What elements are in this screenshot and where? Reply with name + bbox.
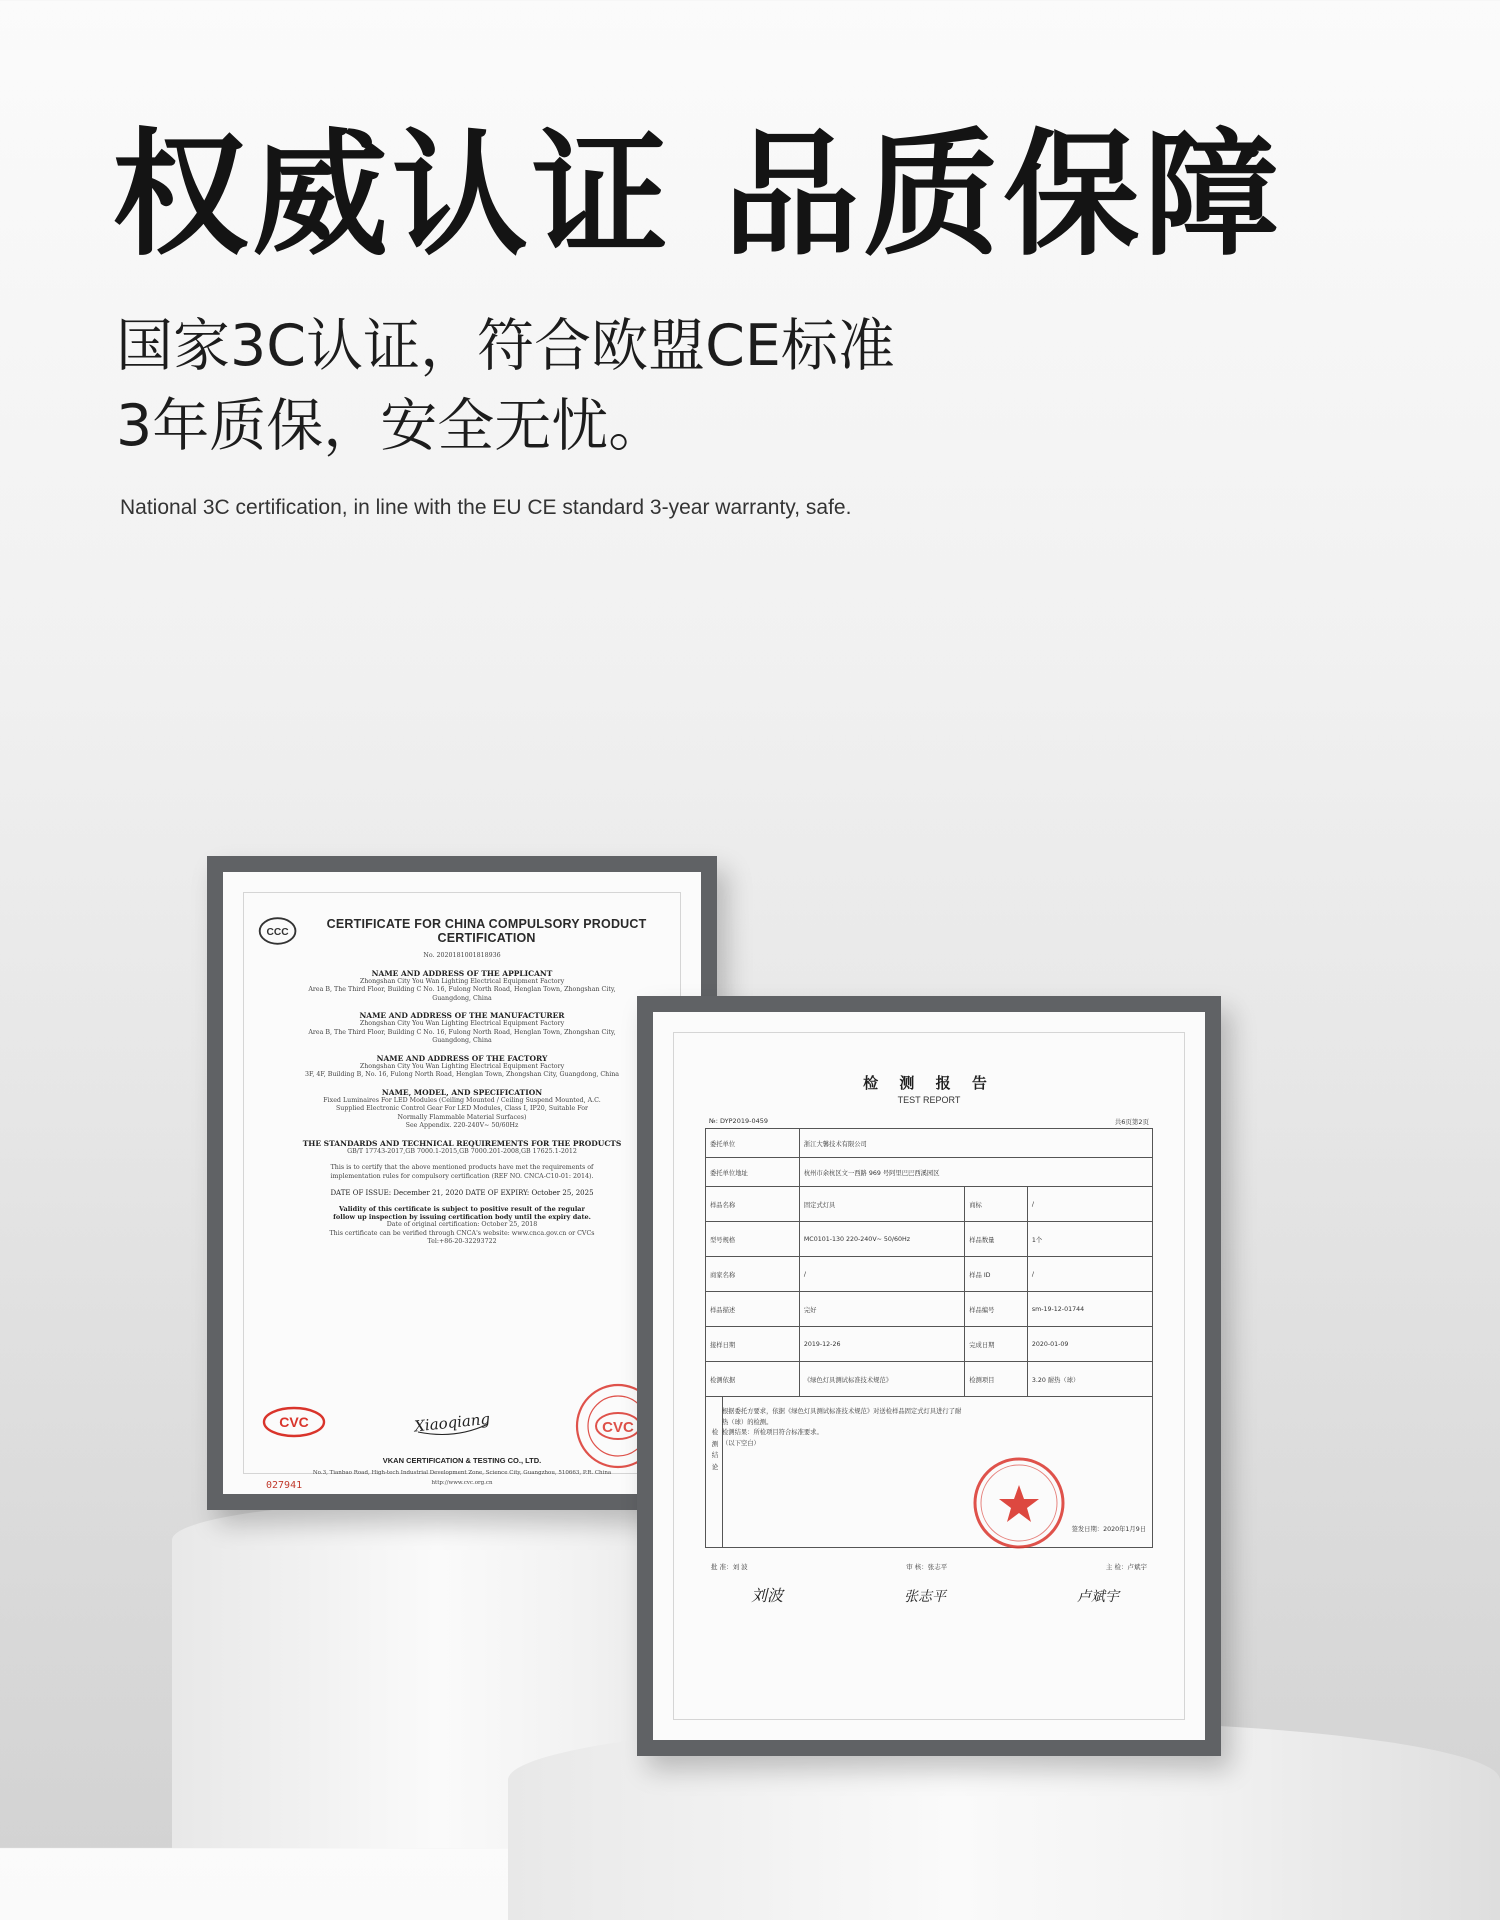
certificate-block bbox=[258, 1139, 666, 1157]
report-cell: 样品名称 bbox=[706, 1187, 800, 1222]
conclusion-text bbox=[722, 1407, 1146, 1450]
report-row bbox=[706, 1292, 1153, 1327]
report-cell: / bbox=[1027, 1257, 1152, 1292]
issuer-company: VKAN CERTIFICATION & TESTING CO., LTD. bbox=[382, 1456, 542, 1465]
certificate-serial: 027941 bbox=[266, 1480, 303, 1491]
certificate-block bbox=[258, 1088, 666, 1131]
certificate-block-line: Supplied Electronic Control Gear For LED Modules, Class I, IP20, Suitable For bbox=[335, 1105, 589, 1112]
signature-3-image bbox=[1037, 1579, 1147, 1609]
report-cell: 商家名称 bbox=[706, 1257, 800, 1292]
report-number: №: DYP2019-0459 bbox=[709, 1117, 768, 1125]
certificate-block bbox=[258, 1054, 666, 1080]
conclusion-label: 检测结论 bbox=[711, 1428, 719, 1472]
report-cell: / bbox=[1027, 1187, 1152, 1222]
report-cell: sm-19-12-01744 bbox=[1027, 1292, 1152, 1327]
report-cell: 接样日期 bbox=[706, 1327, 800, 1362]
certificate-block bbox=[258, 1011, 666, 1046]
conclusion-date: 签发日期：2020年1月9日 bbox=[1071, 1526, 1146, 1533]
certificate-block-heading: NAME AND ADDRESS OF THE MANUFACTURER bbox=[359, 1011, 565, 1020]
certificate-block-line: Fixed Luminaires For LED Modules (Ceiling Mounted / Ceiling Suspend Mounted, A.C. bbox=[323, 1096, 601, 1104]
certificate-number: No. 2020181001818936 bbox=[423, 952, 501, 959]
report-row bbox=[706, 1129, 1153, 1158]
validity-line: Validity of this certificate is subject to positive result of the regular bbox=[339, 1205, 585, 1213]
certificate-dates: DATE OF ISSUE: December 21, 2020 DATE OF EXPIRY: October 25, 2025 bbox=[330, 1189, 594, 1197]
subtitle-line-2: 3年质保，安全无忧。 bbox=[116, 393, 666, 459]
report-row bbox=[706, 1257, 1153, 1292]
conclusion-line: 检测结果：所检项目符合标准要求。 bbox=[722, 1429, 823, 1437]
issuer-website: http://www.cvc.org.cn bbox=[431, 1480, 493, 1486]
certificate-block-line: Area B, The Third Floor, Building C No. 16, Fulong North Road, Henglan Town, Zhongshan City, bbox=[308, 1028, 616, 1036]
report-cell: 样品 ID bbox=[965, 1257, 1028, 1292]
validity-line: Date of original certification: October 25, 2018 bbox=[386, 1221, 538, 1228]
red-seal-icon bbox=[971, 1455, 1067, 1551]
approver: 批 准：刘 波 bbox=[711, 1563, 748, 1571]
report-row bbox=[706, 1222, 1153, 1257]
report-row bbox=[706, 1187, 1153, 1222]
certificate-block-line: 3F, 4F, Building B, No. 16, Fulong North Road, Henglan Town, Zhongshan City, Guangdong, China bbox=[304, 1071, 620, 1078]
certificate-paper bbox=[223, 872, 701, 1494]
report-cell: 样品数量 bbox=[965, 1222, 1028, 1257]
report-cell: 商标 bbox=[965, 1187, 1028, 1222]
conclusion-cell bbox=[706, 1397, 1153, 1548]
ccc-logo-text: CCC bbox=[266, 926, 289, 938]
certificate-blocks bbox=[258, 969, 666, 1182]
report-cell: MC0101-130 220-240V~ 50/60Hz bbox=[799, 1222, 964, 1257]
certificate-block-line: Zhongshan City You Wan Lighting Electrical Equipment Factory bbox=[359, 1062, 565, 1070]
handwritten-signatures bbox=[705, 1579, 1153, 1609]
signature-1-image bbox=[711, 1579, 821, 1609]
validity-line: This certificate can be verified through CNCA's website: www.cnca.gov.cn or CVCs bbox=[329, 1229, 595, 1237]
seal-text: CVC bbox=[602, 1419, 634, 1436]
ccc-logo-icon bbox=[258, 914, 297, 948]
report-page: 共6页第2页 bbox=[1114, 1118, 1149, 1126]
signature-2-image bbox=[874, 1579, 984, 1609]
certificate-title: CERTIFICATE FOR CHINA COMPULSORY PRODUCT CERTIFICATION bbox=[326, 917, 647, 945]
report-cell: 委托单位 bbox=[706, 1129, 800, 1158]
report-cell: 检测项目 bbox=[965, 1362, 1028, 1397]
conclusion-line: （以下空白） bbox=[722, 1440, 760, 1448]
certificate-block bbox=[258, 1164, 666, 1181]
certificate-block-line: Area B, The Third Floor, Building C No. 16, Fulong North Road, Henglan Town, Zhongshan City, bbox=[308, 986, 616, 993]
cvc-logo-icon bbox=[262, 1406, 326, 1438]
report-table bbox=[705, 1128, 1153, 1548]
report-cell: 型号规格 bbox=[706, 1222, 800, 1257]
report-frame bbox=[637, 996, 1221, 1756]
cvc-logo-text: CVC bbox=[279, 1414, 309, 1430]
report-cell: 2019-12-26 bbox=[799, 1327, 964, 1362]
certificate-block-line: implementation rules for compulsory certification (REF NO. CNCA-C10-01: 2014). bbox=[330, 1172, 594, 1180]
certificate-block-line: Guangdong, China bbox=[432, 994, 492, 1002]
report-cell: 检测依据 bbox=[706, 1362, 800, 1397]
certificate-block-line: See Appendix. 220-240V~ 50/60Hz bbox=[405, 1122, 519, 1129]
report-cell: 样品描述 bbox=[706, 1292, 800, 1327]
tester: 主 检：卢斌宇 bbox=[1105, 1563, 1147, 1571]
signature-1-text: 刘波 bbox=[751, 1586, 784, 1605]
certificate-block-line: Zhongshan City You Wan Lighting Electrical Equipment Factory bbox=[359, 1020, 565, 1027]
report-cell: 完好 bbox=[799, 1292, 964, 1327]
certificate-block-line: Zhongshan City You Wan Lighting Electrical Equipment Factory bbox=[359, 977, 565, 985]
report-row bbox=[706, 1362, 1153, 1397]
signature-row bbox=[705, 1562, 1153, 1571]
report-cell: 1个 bbox=[1027, 1222, 1152, 1257]
certificate-validity bbox=[258, 1205, 666, 1247]
certificate-block-heading: NAME AND ADDRESS OF THE FACTORY bbox=[376, 1053, 548, 1063]
signature-3-text: 卢斌宇 bbox=[1077, 1589, 1119, 1605]
report-content bbox=[705, 1064, 1153, 1700]
subtitle-english: National 3C certification, in line with the EU CE standard 3-year warranty, safe. bbox=[120, 496, 852, 519]
report-cell: 2020-01-09 bbox=[1027, 1327, 1152, 1362]
report-row bbox=[706, 1158, 1153, 1187]
signature-text: Xiaoqiang bbox=[413, 1409, 491, 1436]
report-row bbox=[706, 1327, 1153, 1362]
certificate-block-heading: THE STANDARDS AND TECHNICAL REQUIREMENTS FOR THE PRODUCTS bbox=[302, 1138, 622, 1148]
certificate-header bbox=[258, 914, 666, 948]
conclusion-line: 根据委托方要求，依据《绿色灯具测试标准技术规范》对送检样品固定式灯具进行了耐 bbox=[722, 1408, 962, 1415]
report-cell: 样品编号 bbox=[965, 1292, 1028, 1327]
report-cell: 浙江大馨技术有限公司 bbox=[799, 1129, 1152, 1158]
report-paper bbox=[653, 1012, 1205, 1740]
certificate-block-line: GB/T 17743-2017,GB 7000.1-2015,GB 7000.201-2008,GB 17625.1-2012 bbox=[347, 1147, 577, 1155]
report-cell: 委托单位地址 bbox=[706, 1158, 800, 1187]
certificate-content bbox=[258, 908, 666, 1491]
report-title-en: TEST REPORT bbox=[897, 1095, 961, 1105]
validity-line: Tel:+86-20-32293722 bbox=[427, 1238, 497, 1245]
report-meta bbox=[705, 1117, 1153, 1126]
certificate-block-line: Guangdong, China bbox=[432, 1037, 492, 1044]
report-cell: 《绿色灯具测试标准技术规范》 bbox=[799, 1362, 964, 1397]
report-title: 检 测 报 告 bbox=[863, 1074, 995, 1092]
report-cell: 杭州市余杭区文一西路 969 号阿里巴巴西溪园区 bbox=[799, 1158, 1152, 1187]
conclusion-area bbox=[706, 1397, 1152, 1547]
issuer-address: No.3, Tianbao Road, High-tech Industrial Development Zone, Science City, Guangzhou, 510663, P.R. China bbox=[312, 1470, 612, 1476]
subtitle-line-1: 国家3C认证，符合欧盟CE标准 bbox=[116, 313, 895, 379]
signature-image bbox=[408, 1402, 498, 1442]
conclusion-line: 热（球）的检测。 bbox=[722, 1418, 773, 1426]
certificate-block-line: Normally Flammable Material Surfaces) bbox=[397, 1113, 527, 1121]
headline: 权威认证 品质保障 bbox=[112, 117, 1284, 275]
signature-2-text: 张志平 bbox=[904, 1589, 946, 1605]
report-cell: 完成日期 bbox=[965, 1327, 1028, 1362]
report-cell: 固定式灯具 bbox=[799, 1187, 964, 1222]
reviewer: 审 核：张志平 bbox=[906, 1563, 948, 1571]
certificate-block-heading: NAME AND ADDRESS OF THE APPLICANT bbox=[371, 968, 553, 978]
validity-line: follow up inspection by issuing certification body until the expiry date. bbox=[333, 1213, 591, 1221]
report-cell: 3.20 耐热（球） bbox=[1027, 1362, 1152, 1397]
report-cell: / bbox=[799, 1257, 964, 1292]
certificate-block bbox=[258, 969, 666, 1004]
certificate-block-heading: NAME, MODEL, AND SPECIFICATION bbox=[381, 1087, 543, 1097]
certificate-block-line: This is to certify that the above mentioned products have met the requirements of bbox=[330, 1164, 594, 1171]
